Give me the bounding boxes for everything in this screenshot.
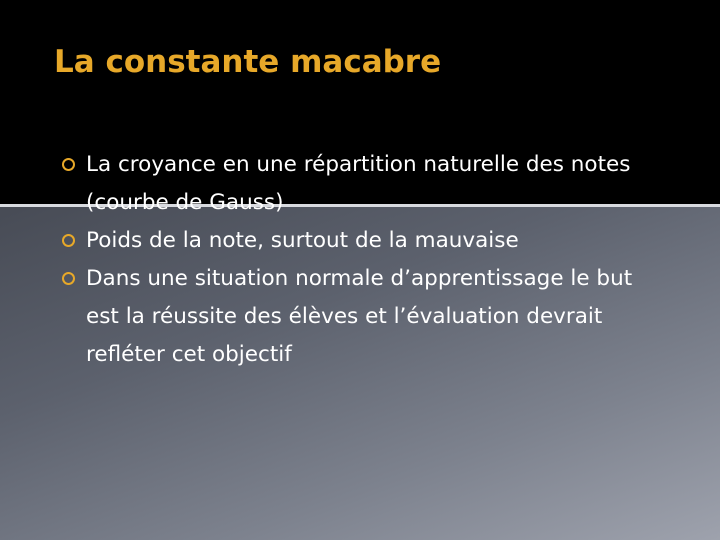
bullet-item — [60, 222, 670, 260]
hollow-circle-bullet-icon — [62, 272, 75, 285]
bullet-text: La croyance en une répartition naturelle des notes (courbe de Gauss) — [86, 152, 631, 215]
bullet-text: Poids de la note, surtout de la mauvaise — [86, 228, 519, 253]
bullet-list — [60, 146, 670, 374]
bullet-item — [60, 146, 670, 222]
bullet-item — [60, 260, 670, 374]
hollow-circle-bullet-icon — [62, 158, 75, 171]
slide-title: La constante macabre — [54, 44, 442, 80]
hollow-circle-bullet-icon — [62, 234, 75, 247]
bullet-text: Dans une situation normale d’apprentissage le but est la réussite des élèves et l’évaluation devrait refléter cet objectif — [86, 266, 633, 367]
